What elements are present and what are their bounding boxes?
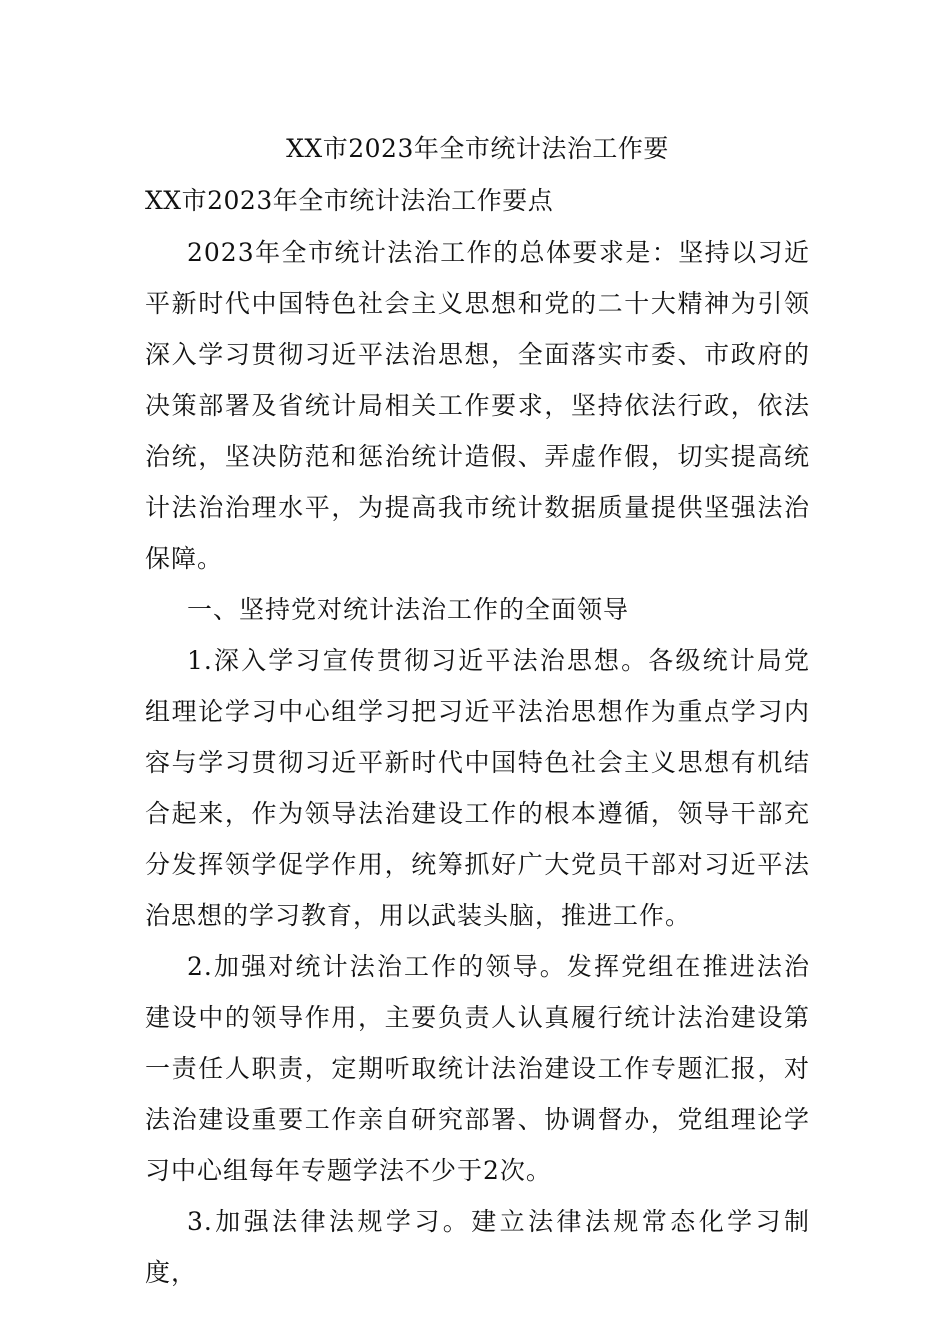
item-paragraph-3: 3.加强法律法规学习。建立法律法规常态化学习制度，	[145, 1207, 810, 1287]
document-body	[145, 123, 810, 1298]
intro-paragraph: 2023年全市统计法治工作的总体要求是：坚持以习近平新时代中国特色社会主义思想和党的二十大精神为引领深入学习贯彻习近平法治思想，全面落实市委、市政府的决策部署及省统计局相关工作要求，坚持依法行政，依法治统，坚决防范和惩治统计造假、弄虚作假，切实提高统计法治治理水平，为提高我市统计数据质量提供坚强法治保障。	[145, 238, 810, 573]
item-paragraph-2: 2.加强对统计法治工作的领导。发挥党组在推进法治建设中的领导作用，主要负责人认真履行统计法治建设第一责任人职责，定期听取统计法治建设工作专题汇报，对法治建设重要工作亲自研究部署、协调督办，党组理论学习中心组每年专题学法不少于2次。	[145, 952, 810, 1185]
section-heading-1: 一、坚持党对统计法治工作的全面领导	[187, 595, 630, 624]
item-paragraph-1: 1.深入学习宣传贯彻习近平法治思想。各级统计局党组理论学习中心组学习把习近平法治思想作为重点学习内容与学习贯彻习近平新时代中国特色社会主义思想有机结合起来，作为领导法治建设工作的根本遵循，领导干部充分发挥领学促学作用，统筹抓好广大党员干部对习近平法治思想的学习教育，用以武装头脑，推进工作。	[145, 646, 810, 930]
document-title: XX市2023年全市统计法治工作要	[286, 134, 669, 163]
document-subtitle: XX市2023年全市统计法治工作要点	[145, 186, 554, 215]
